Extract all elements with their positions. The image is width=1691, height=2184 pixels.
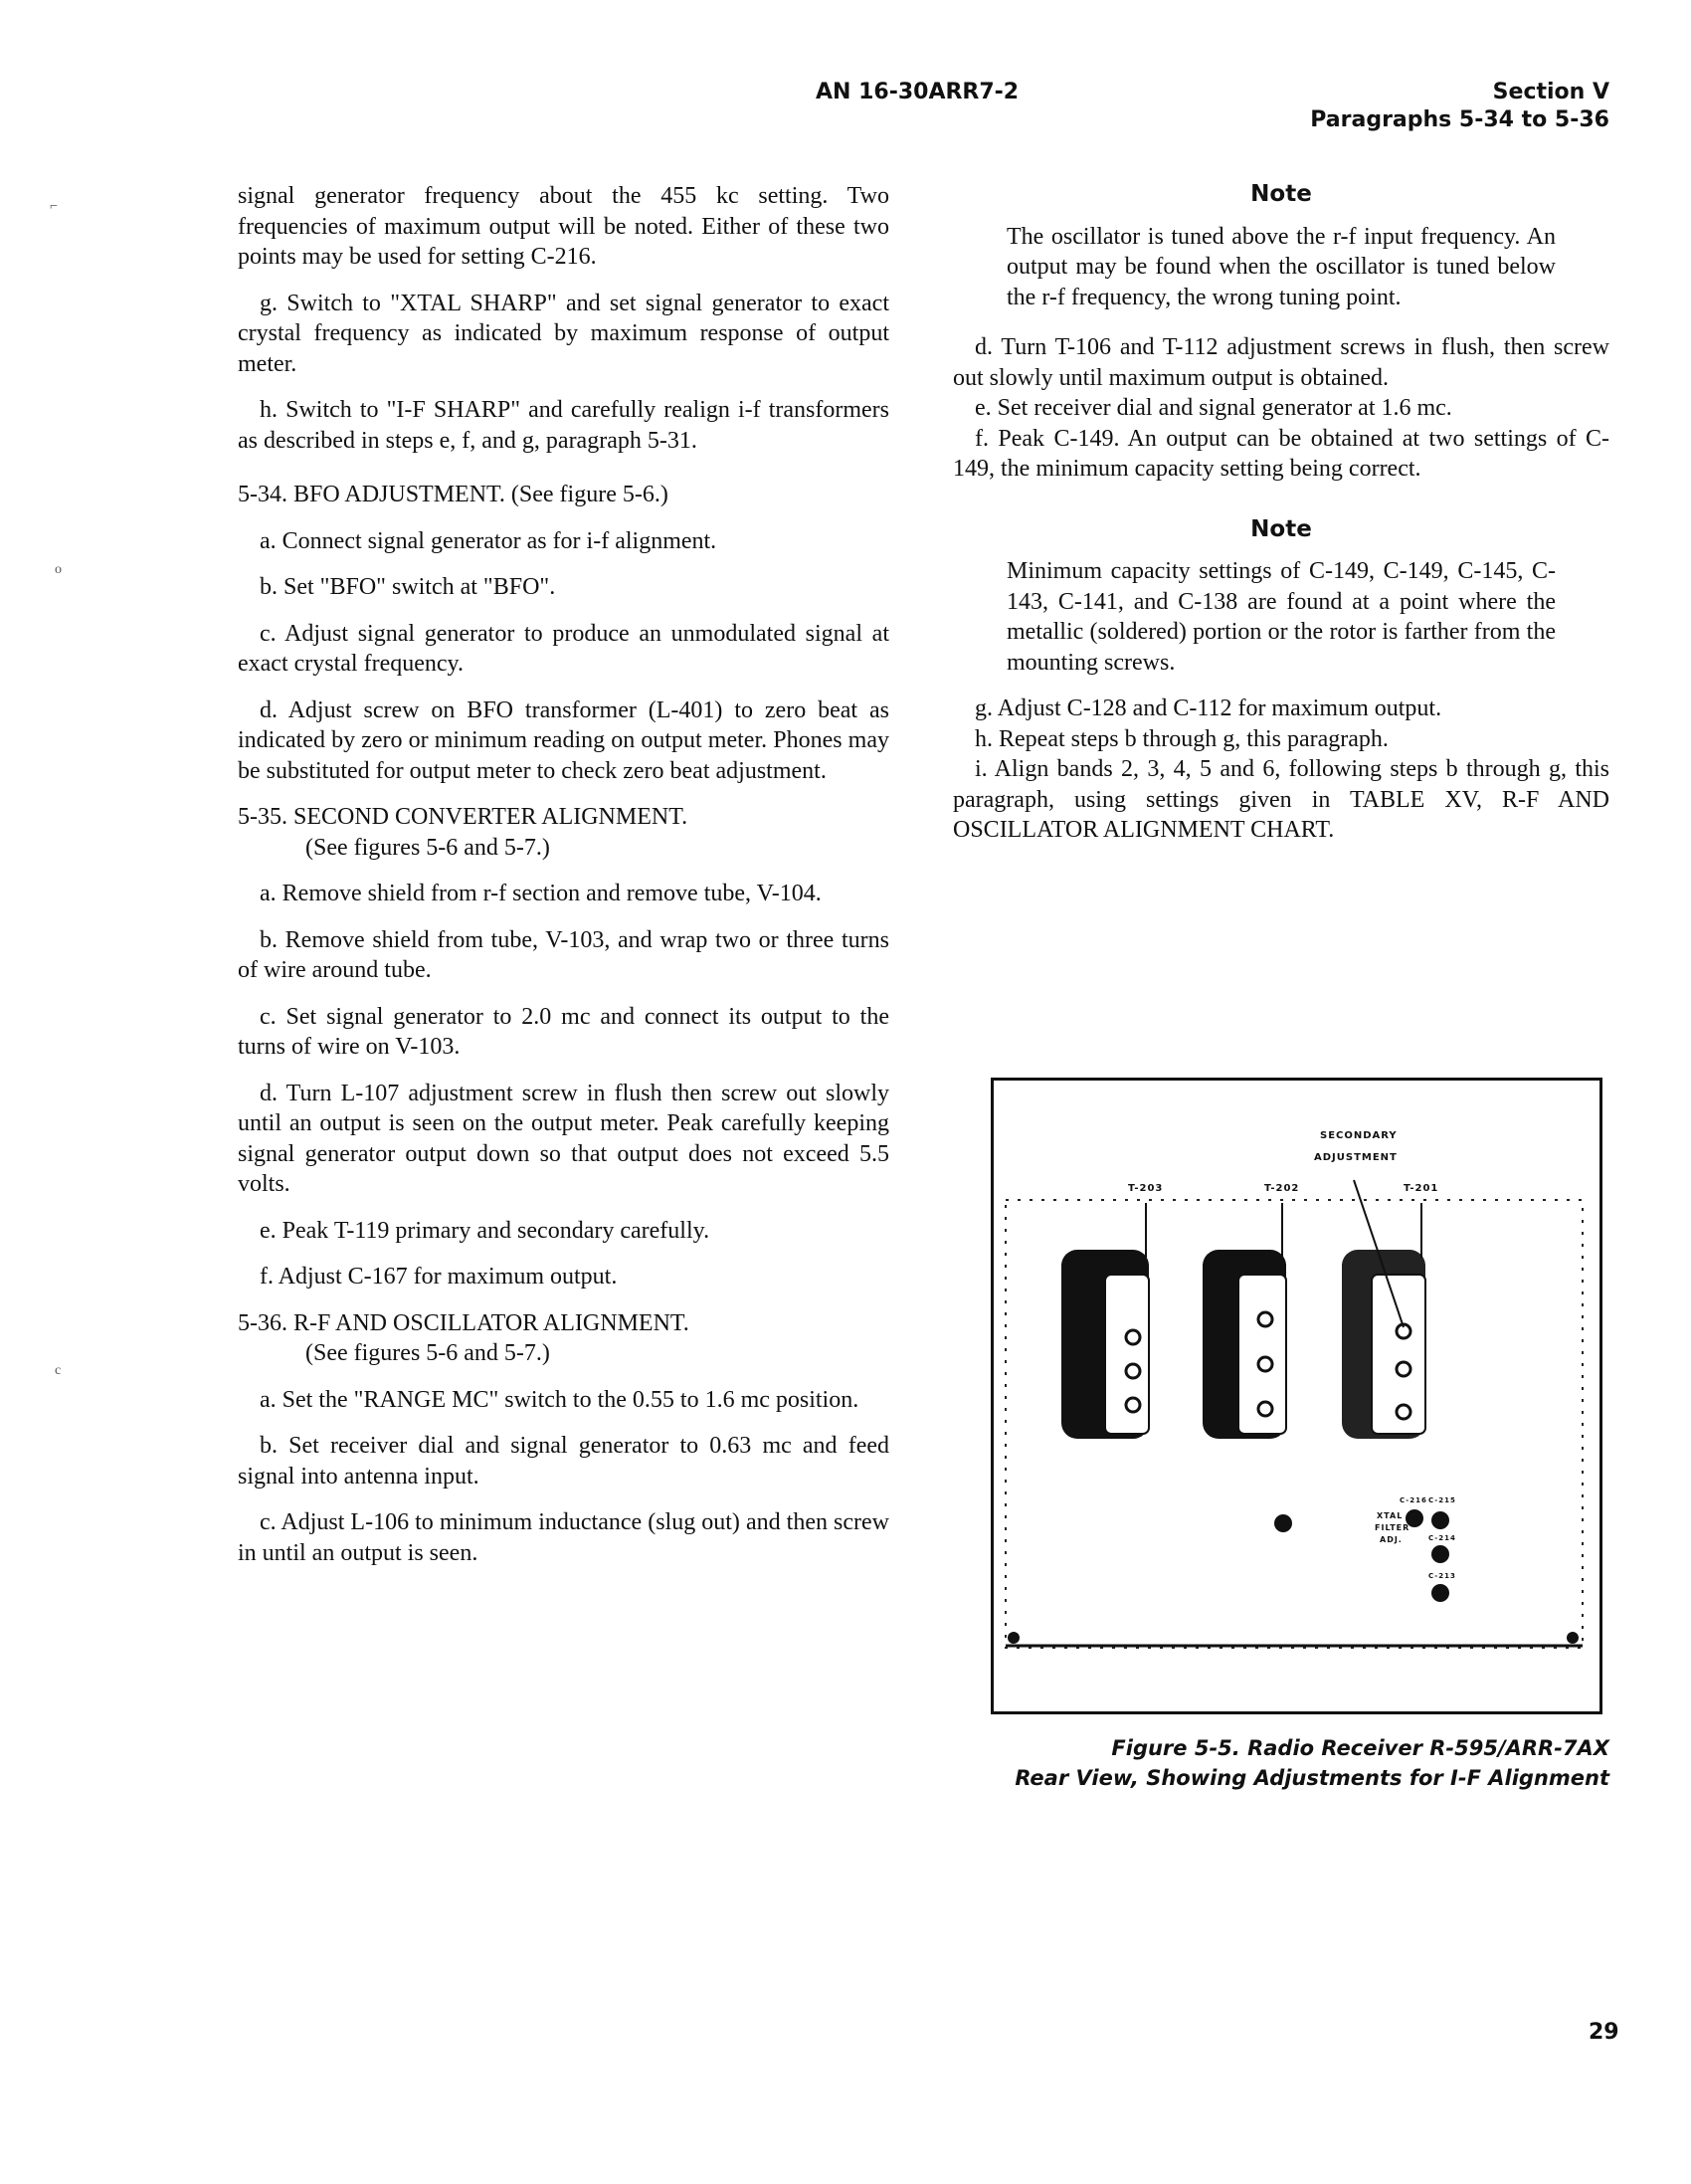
step: a. Remove shield from r-f section and remove tube, V-104. [260, 881, 822, 906]
step: c. Adjust L-106 to minimum inductance (slug out) and then screw in until an output is seen. [238, 1509, 889, 1566]
chassis-illustration [994, 1081, 1599, 1711]
paragraph-range: Paragraphs 5-34 to 5-36 [1310, 107, 1609, 132]
step: d. Turn L-107 adjustment screw in flush then screw out slowly until an output is seen on the output meter. Peak carefully keeping signal generator output down so that output does not exceed 5.5 volts. [238, 1080, 889, 1197]
step-g: g. Switch to "XTAL SHARP" and set signal generator to exact crystal frequency as indicated by maximum response of output meter. [238, 290, 889, 377]
figure-rear-view-photo [991, 1078, 1602, 1714]
capacitor-c215 [1431, 1511, 1449, 1529]
left-column [238, 181, 889, 1584]
note-title: Note [1250, 181, 1312, 207]
section-heading: 5-35. SECOND CONVERTER ALIGNMENT. [238, 804, 688, 830]
step: e. Peak T-119 primary and secondary carefully. [260, 1217, 710, 1244]
section-heading: 5-36. R-F AND OSCILLATOR ALIGNMENT. [238, 1309, 689, 1336]
mounting-screw [1567, 1632, 1579, 1644]
step: c. Adjust signal generator to produce an unmodulated signal at exact crystal frequency. [238, 620, 889, 677]
binding-hole-mark: c [55, 1363, 62, 1378]
paragraph: signal generator frequency about the 455 kc setting. Two frequencies of maximum output will be noted. Either of these two points may be used for setting C-216. [238, 183, 889, 270]
step: b. Set "BFO" switch at "BFO". [260, 574, 556, 600]
label-t203: T-203 [1128, 1183, 1164, 1194]
label-c215: C-215 [1428, 1496, 1456, 1504]
figure-caption [953, 1733, 1609, 1793]
step-f: f. Peak C-149. An output can be obtained at two settings of C-149, the minimum capacity setting being correct. [953, 425, 1609, 482]
transformer-t203 [1061, 1250, 1149, 1439]
label-filter: FILTER [1375, 1523, 1410, 1532]
page-number: 29 [1589, 2020, 1619, 2045]
section-label: Section V [1492, 80, 1609, 104]
capacitor-c213 [1431, 1584, 1449, 1602]
step: b. Remove shield from tube, V-103, and wrap two or three turns of wire around tube. [238, 926, 889, 983]
label-secondary: SECONDARY [1320, 1130, 1398, 1141]
mounting-screw [1008, 1632, 1020, 1644]
binding-hole-mark: o [55, 562, 62, 577]
capacitor-c214 [1431, 1545, 1449, 1563]
figure-reference: (See figures 5-6 and 5-7.) [305, 834, 550, 861]
step-d: d. Turn T-106 and T-112 adjustment screws in flush, then screw out slowly until maximum output is obtained. [953, 334, 1609, 391]
step: a. Connect signal generator as for i-f alignment. [260, 527, 717, 554]
section-heading: 5-34. BFO ADJUSTMENT. (See figure 5-6.) [238, 482, 668, 507]
step-e: e. Set receiver dial and signal generator at 1.6 mc. [975, 395, 1452, 421]
caption-line-2: Rear View, Showing Adjustments for I-F Alignment [1015, 1766, 1609, 1790]
label-adjustment: ADJUSTMENT [1314, 1152, 1398, 1163]
figure-reference: (See figures 5-6 and 5-7.) [305, 1340, 550, 1366]
label-xtal: XTAL [1377, 1511, 1404, 1520]
adjustment-knob [1274, 1514, 1292, 1532]
label-c216: C-216 [1400, 1496, 1427, 1504]
step-i: i. Align bands 2, 3, 4, 5 and 6, following steps b through g, this paragraph, using settings given in TABLE XV, R-F AND OSCILLATOR ALIGNMENT CHART. [953, 756, 1609, 843]
step: d. Adjust screw on BFO transformer (L-401) to zero beat as indicated by zero or minimum reading on output meter. Phones may be substituted for output meter to check zero beat adjustment. [238, 696, 889, 784]
transformer-t201 [1342, 1250, 1425, 1439]
caption-line-1: Figure 5-5. Radio Receiver R-595/ARR-7AX [1111, 1736, 1609, 1760]
note-title: Note [1250, 515, 1312, 542]
step-g: g. Adjust C-128 and C-112 for maximum output. [975, 695, 1442, 721]
note-text: The oscillator is tuned above the r-f input frequency. An output may be found when the oscillator is tuned below the r-f frequency, the wrong tuning point. [1007, 223, 1556, 310]
label-c214: C-214 [1428, 1534, 1456, 1542]
label-t202: T-202 [1264, 1183, 1300, 1194]
transformer-t202 [1203, 1250, 1286, 1439]
step-h: h. Repeat steps b through g, this paragraph. [975, 725, 1389, 752]
binding-mark: ⌐ [50, 199, 58, 214]
label-c213: C-213 [1428, 1572, 1456, 1580]
step: b. Set receiver dial and signal generator to 0.63 mc and feed signal into antenna input. [238, 1433, 889, 1489]
step: c. Set signal generator to 2.0 mc and connect its output to the turns of wire on V-103. [238, 1003, 889, 1060]
step: f. Adjust C-167 for maximum output. [260, 1264, 618, 1290]
label-adj: ADJ. [1380, 1535, 1403, 1544]
note-text: Minimum capacity settings of C-149, C-149, C-145, C-143, C-141, and C-138 are found at a point where the metallic (soldered) portion or the rotor is farther from the mounting screws. [1007, 558, 1556, 676]
label-t201: T-201 [1404, 1183, 1439, 1194]
document-number: AN 16-30ARR7-2 [816, 80, 1020, 104]
step-h: h. Switch to "I-F SHARP" and carefully realign i-f transformers as described in steps e, f, and g, paragraph 5-31. [238, 397, 889, 454]
right-column [953, 179, 1609, 846]
step: a. Set the "RANGE MC" switch to the 0.55 to 1.6 mc position. [260, 1386, 859, 1413]
